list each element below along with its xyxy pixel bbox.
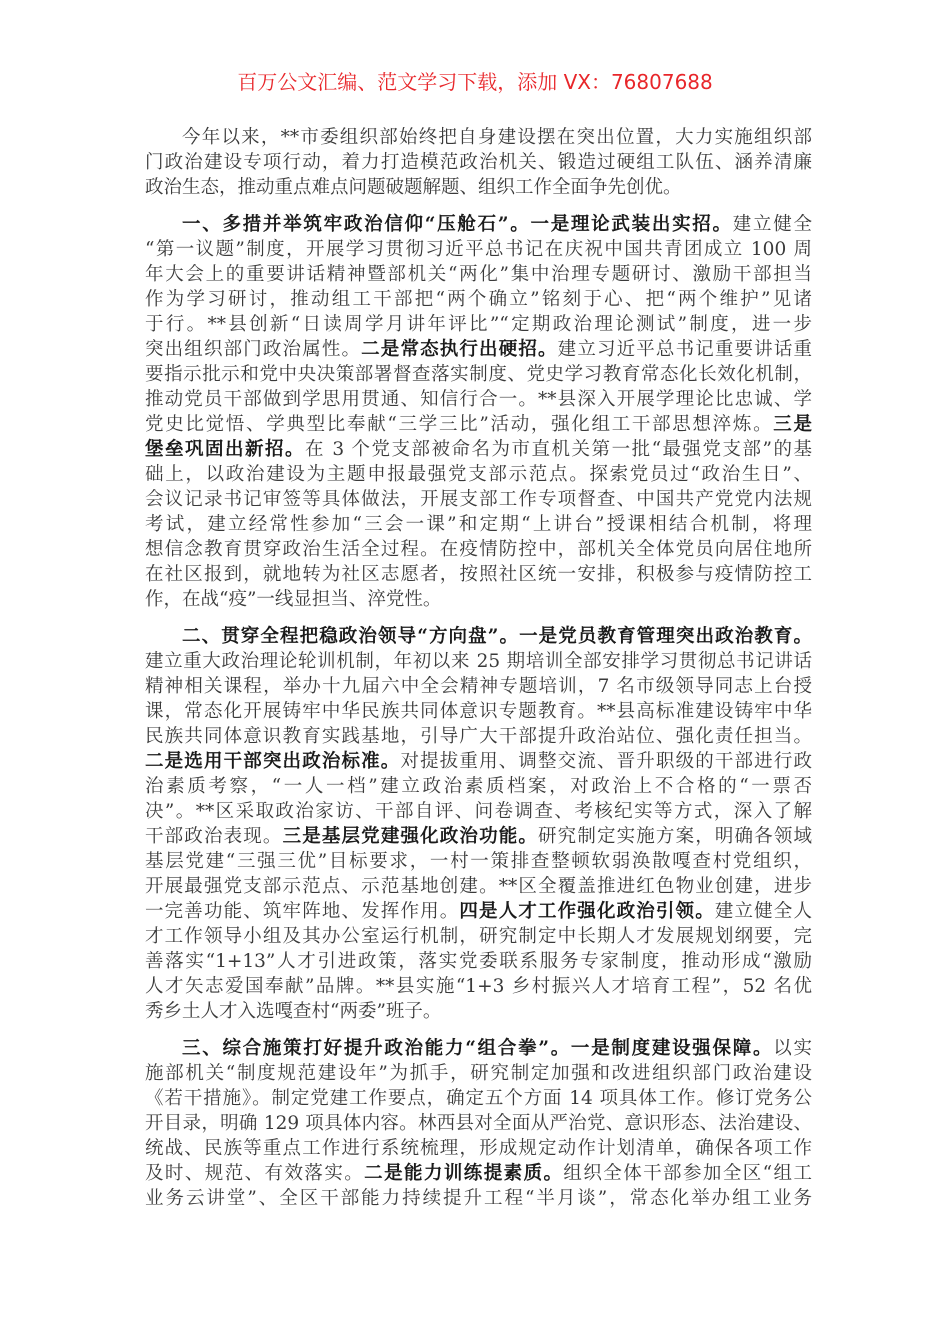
text-line [145, 287, 812, 312]
text-line [145, 387, 812, 412]
bold-heading-text: 四是人才工作强化政治引领。 [459, 901, 715, 922]
text-line [145, 362, 812, 387]
text-line [145, 1136, 812, 1161]
body-text: 及时、规范、有效落实。 [145, 1163, 365, 1184]
body-text: “第一议题”制度，开展学习贯彻习近平总书记在庆祝中国共青团成立 100 周 [145, 239, 812, 260]
text-line [145, 699, 812, 724]
paragraph [145, 624, 812, 1024]
bold-heading-text: 二是选用干部突出政治标准。 [145, 751, 401, 772]
body-text: 党史比觉悟、学典型比奉献“三学三比”活动，强化组工干部思想淬炼。 [145, 414, 774, 435]
text-line [145, 974, 812, 999]
body-text: 才工作领导小组及其办公室运行机制，研究制定中长期人才发展规划纲要，完 [145, 926, 812, 947]
document-body [145, 125, 812, 1223]
body-text: 组织全体干部参加全区“组工 [563, 1163, 812, 1184]
body-text: 建立健全人 [714, 901, 812, 922]
text-line [145, 674, 812, 699]
bold-heading-text: 三、综合施策打好提升政治能力“组合拳”。一是制度建设强保障。 [182, 1038, 774, 1059]
text-line [145, 125, 812, 150]
body-text: 课，常态化开展铸牢中华民族共同体意识专题教育。**县高标准建设铸牢中华 [145, 701, 812, 722]
text-line [145, 1036, 812, 1061]
text-line [145, 799, 812, 824]
text-line [145, 562, 812, 587]
body-text: 会议记录书记审签等具体做法，开展支部工作专项督查、中国共产党党内法规 [145, 489, 812, 510]
text-line [145, 237, 812, 262]
body-text: 治素质考察，“一人一档”建立政治素质档案，对政治上不合格的“一票否 [145, 776, 812, 797]
text-line [145, 1061, 812, 1086]
body-text: 民族共同体意识教育实践基地，引导广大干部提升政治站位、强化责任担当。 [145, 726, 812, 747]
body-text: 作，在战“疫”一线显担当、淬党性。 [145, 589, 442, 610]
text-line [145, 949, 812, 974]
text-line [145, 824, 812, 849]
text-line [145, 899, 812, 924]
body-text: 以实 [773, 1038, 812, 1059]
text-line [145, 175, 812, 200]
body-text: 年大会上的重要讲话精神暨部机关“两化”集中治理专题研讨、激励干部担当 [145, 264, 812, 285]
body-text: 施部机关“制度规范建设年”为抓手，研究制定加强和改进组织部门政治建设 [145, 1063, 812, 1084]
text-line [145, 1186, 812, 1211]
body-text: 研究制定实施方案，明确各领域 [538, 826, 812, 847]
body-text: 秀乡土人才入选嘎查村“两委”班子。 [145, 1001, 442, 1022]
body-text: 业务云讲堂”、全区干部能力持续提升工程“半月谈”，常态化举办组工业务 [145, 1188, 812, 1209]
body-text: 作为学习研讨，推动组工干部把“两个确立”铭刻于心、把“两个维护”见诸 [145, 289, 812, 310]
text-line [145, 1161, 812, 1186]
body-text: 开展最强党支部示范点、示范基地创建。**区全覆盖推进红色物业创建，进步 [145, 876, 812, 897]
body-text: 突出组织部门政治属性。 [145, 339, 362, 360]
body-text: 门政治建设专项行动，着力打造模范政治机关、锻造过硬组工队伍、涵养清廉 [145, 152, 812, 173]
paragraph [145, 1036, 812, 1211]
body-text: 一完善功能、筑牢阵地、发挥作用。 [145, 901, 460, 922]
text-line [145, 437, 812, 462]
text-line [145, 412, 812, 437]
body-text: 础上，以政治建设为主题申报最强党支部示范点。探索党员过“政治生日”、 [145, 464, 812, 485]
bold-heading-text: 堡垒巩固出新招。 [145, 439, 306, 460]
bold-heading-text: 一、多措并举筑牢政治信仰“压舱石”。一是理论武装出实招。 [182, 214, 733, 235]
bold-heading-text: 二、贯穿全程把稳政治领导“方向盘”。一是党员教育管理突出政治教育。 [182, 626, 812, 647]
bold-heading-text: 二是能力训练提素质。 [364, 1163, 564, 1184]
text-line [145, 337, 812, 362]
text-line [145, 462, 812, 487]
body-text: 基层党建“三强三优”目标要求，一村一策排查整顿软弱涣散嘎查村党组织， [145, 851, 812, 872]
bold-heading-text: 三是基层党建强化政治功能。 [282, 826, 539, 847]
text-line [145, 774, 812, 799]
text-line [145, 487, 812, 512]
bold-heading-text: 三是 [773, 414, 812, 435]
body-text: 精神相关课程，举办十九届六中全会精神专题培训，7 名市级领导同志上台授 [145, 676, 812, 697]
body-text: 考试，建立经常性参加“三会一课”和定期“上讲台”授课相结合机制，将理 [145, 514, 812, 535]
body-text: 统战、民族等重点工作进行系统梳理，形成规定动作计划清单，确保各项工作 [145, 1138, 812, 1159]
body-text: 于行。**县创新“日读周学月讲年评比”“定期政治理论测试”制度，进一步 [145, 314, 812, 335]
text-line [145, 1111, 812, 1136]
paragraph [145, 212, 812, 612]
text-line [145, 649, 812, 674]
text-line [145, 724, 812, 749]
bold-heading-text: 二是常态执行出硬招。 [361, 339, 558, 360]
body-text: 建立健全 [732, 214, 812, 235]
body-text: 想信念教育贯穿政治生活全过程。在疫情防控中，部机关全体党员向居住地所 [145, 539, 812, 560]
text-line [145, 849, 812, 874]
body-text: 建立重大政治理论轮训机制，年初以来 25 期培训全部安排学习贯彻总书记讲话 [145, 651, 812, 672]
text-line [145, 312, 812, 337]
text-line [145, 749, 812, 774]
text-line [145, 924, 812, 949]
body-text: 善落实“1+13”人才引进政策，落实党委联系服务专家制度，推动形成“激励 [145, 951, 812, 972]
body-text: 开目录，明确 129 项具体内容。林西县对全面从严治党、意识形态、法治建设、 [145, 1113, 812, 1134]
body-text: 对提拔重用、调整交流、晋升职级的干部进行政 [400, 751, 812, 772]
body-text: 人才矢志爱国奉献”品牌。**县实施“1+3 乡村振兴人才培育工程”，52 名优 [145, 976, 812, 997]
text-line [145, 537, 812, 562]
text-line [145, 587, 812, 612]
paragraph [145, 125, 812, 200]
body-text: 要指示批示和党中央决策部署督查落实制度、党史学习教育常态化长效化机制， [145, 364, 812, 385]
body-text: 政治生态，推动重点难点问题破题解题、组织工作全面争先创优。 [145, 177, 682, 198]
text-line [145, 262, 812, 287]
body-text: 干部政治表现。 [145, 826, 283, 847]
text-line [145, 512, 812, 537]
body-text: 建立习近平总书记重要讲话重 [557, 339, 812, 360]
text-line [145, 624, 812, 649]
watermark-header: 百万公文汇编、范文学习下载，添加 VX：76807688 [237, 70, 713, 94]
text-line [145, 999, 812, 1024]
text-line [145, 212, 812, 237]
body-text: 今年以来，**市委组织部始终把自身建设摆在突出位置，大力实施组织部 [182, 127, 812, 148]
body-text: 在社区报到，就地转为社区志愿者，按照社区统一安排，积极参与疫情防控工 [145, 564, 812, 585]
body-text: 决”。**区采取政治家访、干部自评、问卷调查、考核纪实等方式，深入了解 [145, 801, 812, 822]
body-text: 《若干措施》。制定党建工作要点，确定五个方面 14 项具体工作。修订党务公 [145, 1088, 812, 1109]
text-line [145, 874, 812, 899]
text-line [145, 150, 812, 175]
body-text: 推动党员干部做到学思用贯通、知信行合一。**县深入开展学理论比忠诚、学 [145, 389, 812, 410]
body-text: 在 3 个党支部被命名为市直机关第一批“最强党支部”的基 [305, 439, 812, 460]
text-line [145, 1086, 812, 1111]
